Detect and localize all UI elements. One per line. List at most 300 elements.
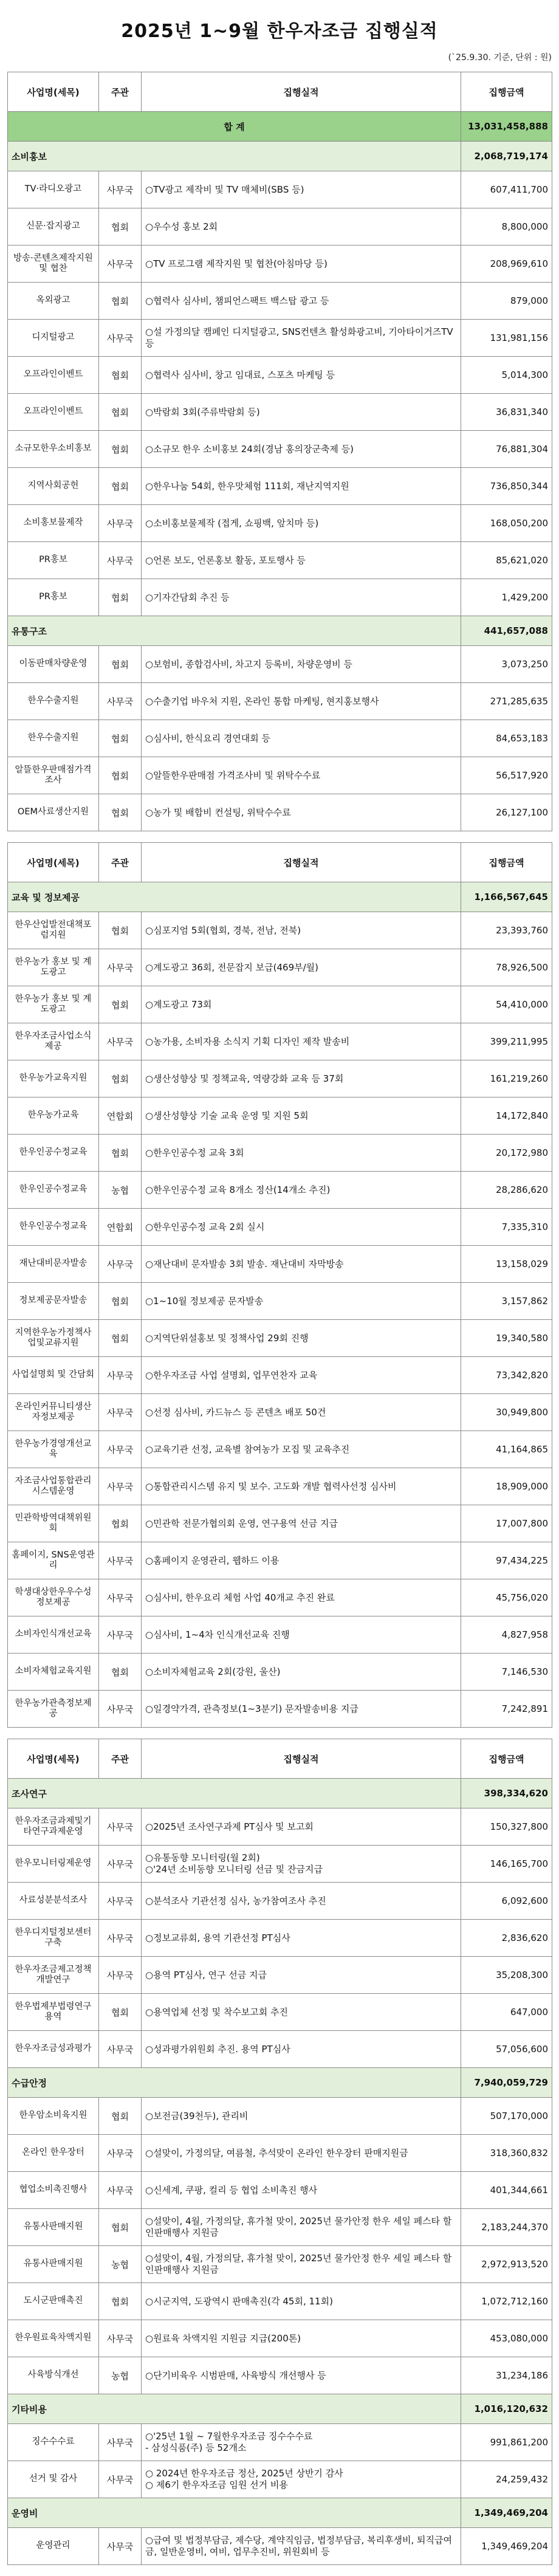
table-row — [8, 542, 552, 579]
item-name: TV·라디오광고 — [8, 171, 99, 208]
item-detail: ○재난대비 문자발송 3회 발송. 재난대비 자막방송 — [142, 1246, 461, 1283]
item-amount: 26,127,100 — [461, 794, 552, 831]
item-name: 한우암소비육지원 — [8, 2098, 99, 2135]
item-org: 사무국 — [99, 1431, 142, 1468]
item-name: 유통사판매지원 — [8, 2209, 99, 2246]
item-detail: ○한우인공수정 교육 8개소 정산(14개소 추진) — [142, 1172, 461, 1209]
category-row-consumer — [8, 142, 552, 171]
item-amount: 399,211,995 — [461, 1023, 552, 1060]
table-row — [8, 2424, 552, 2461]
table-row — [8, 431, 552, 468]
category-row-education — [8, 882, 552, 912]
item-org: 사무국 — [99, 505, 142, 542]
item-name: 협업소비촉진행사 — [8, 2172, 99, 2209]
item-detail: ○설 가정의달 캠페인 디지털광고, SNS컨텐츠 활성화광고비, 기아타이거즈TV 등 — [142, 320, 461, 357]
item-amount: 84,653,183 — [461, 720, 552, 757]
item-detail: ○소규모 한우 소비홍보 24회(경남 홍의장군축제 등) — [142, 431, 461, 468]
item-org: 사무국 — [99, 1023, 142, 1060]
item-org: 사무국 — [99, 2461, 142, 2498]
item-name: 재난대비문자발송 — [8, 1246, 99, 1283]
item-amount: 73,342,820 — [461, 1357, 552, 1394]
item-amount: 7,146,530 — [461, 1654, 552, 1691]
item-detail: ○계도광고 73회 — [142, 986, 461, 1023]
table-row — [8, 2461, 552, 2498]
item-org: 협회 — [99, 757, 142, 794]
supply-rows — [8, 2098, 552, 2394]
item-org: 사무국 — [99, 2172, 142, 2209]
item-amount: 7,242,891 — [461, 1691, 552, 1728]
item-amount: 453,080,000 — [461, 2320, 552, 2357]
item-org: 사무국 — [99, 246, 142, 283]
research-rows — [8, 1808, 552, 2068]
item-name: 한우수출지원 — [8, 683, 99, 720]
category-amount: 1,016,120,632 — [461, 2394, 552, 2424]
item-org: 협회 — [99, 1135, 142, 1172]
item-amount: 24,259,432 — [461, 2461, 552, 2498]
table-row — [8, 394, 552, 431]
item-detail: ○협력사 심사비, 창고 임대료, 스포츠 마케팅 등 — [142, 357, 461, 394]
item-detail: ○민관학 전문가협의회 운영, 연구용역 선금 지급 — [142, 1505, 461, 1542]
item-name: 소비자인식개선교육 — [8, 1616, 99, 1654]
item-name: 한우농가경영개선교육 — [8, 1431, 99, 1468]
item-org: 사무국 — [99, 1691, 142, 1728]
item-org: 사무국 — [99, 1920, 142, 1957]
item-org: 협회 — [99, 2209, 142, 2246]
table-row — [8, 1135, 552, 1172]
item-amount: 54,410,000 — [461, 986, 552, 1023]
item-detail: ○심사비, 1~4차 인식개선교육 진행 — [142, 1616, 461, 1654]
header-amount: 집행금액 — [461, 72, 552, 112]
table-row — [8, 468, 552, 505]
item-amount: 85,621,020 — [461, 542, 552, 579]
item-name: 한우수출지원 — [8, 720, 99, 757]
item-amount: 607,411,700 — [461, 171, 552, 208]
item-name: 정보제공문자발송 — [8, 1283, 99, 1320]
item-name: 소비홍보물제작 — [8, 505, 99, 542]
item-amount: 57,056,600 — [461, 2031, 552, 2068]
item-amount: 1,349,469,204 — [461, 2528, 552, 2565]
item-amount: 3,157,862 — [461, 1283, 552, 1320]
item-detail: ○'25년 1월 ~ 7월한우자조금 징수수수료 - 삼성식품(주) 등 52개소 — [142, 2424, 461, 2461]
table-row — [8, 283, 552, 320]
item-name: 지역사회공헌 — [8, 468, 99, 505]
item-name: 소비자체험교육지원 — [8, 1654, 99, 1691]
item-detail: ○소비홍보물제작 (접게, 쇼핑백, 앞치마 등) — [142, 505, 461, 542]
item-amount: 146,165,700 — [461, 1846, 552, 1883]
item-name: 한우자조금과제및기타연구과제운영 — [8, 1808, 99, 1846]
item-name: 한우인공수정교육 — [8, 1172, 99, 1209]
item-org: 협회 — [99, 794, 142, 831]
execution-table-1 — [7, 72, 552, 831]
item-detail: ○심사비, 한우요리 체험 사업 40개교 추진 완료 — [142, 1579, 461, 1616]
item-detail: ○지역단위설홍보 및 정책사업 29회 진행 — [142, 1320, 461, 1357]
header-detail: 집행실적 — [142, 72, 461, 112]
table-row — [8, 1691, 552, 1728]
item-org: 협회 — [99, 357, 142, 394]
item-detail: ○교육기관 선정, 교육별 참여농가 모집 및 교육추진 — [142, 1431, 461, 1468]
item-amount: 2,972,913,520 — [461, 2246, 552, 2283]
item-name: 오프라인이벤트 — [8, 357, 99, 394]
table-row — [8, 1357, 552, 1394]
item-detail: ○설맞이, 가정의달, 여름철, 추석맞이 온라인 한우장터 판매지원금 — [142, 2135, 461, 2172]
item-org: 협회 — [99, 1654, 142, 1691]
item-org: 협회 — [99, 208, 142, 246]
item-amount: 23,393,760 — [461, 912, 552, 949]
distribution-rows — [8, 646, 552, 831]
item-name: 온라인 한우장터 — [8, 2135, 99, 2172]
item-detail: ○시군지역, 도광역시 판매촉진(각 45회, 11회) — [142, 2283, 461, 2320]
item-name: 소규모한우소비홍보 — [8, 431, 99, 468]
item-name: 사료성분분석조사 — [8, 1883, 99, 1920]
item-amount: 1,429,200 — [461, 579, 552, 616]
item-amount: 14,172,840 — [461, 1097, 552, 1135]
header-org: 주관 — [99, 72, 142, 112]
category-amount: 7,940,059,729 — [461, 2068, 552, 2098]
table-row — [8, 1023, 552, 1060]
table-row — [8, 505, 552, 542]
item-name: 옥외광고 — [8, 283, 99, 320]
item-detail: ○정보교류회, 용역 기관선정 PT심사 — [142, 1920, 461, 1957]
category-amount: 441,657,088 — [461, 616, 552, 646]
item-name: PR홍보 — [8, 542, 99, 579]
item-name: 한우원료육차액지원 — [8, 2320, 99, 2357]
item-detail: ○알뜰한우판매점 가격조사비 및 위탁수수료 — [142, 757, 461, 794]
item-org: 농협 — [99, 2246, 142, 2283]
item-detail: ○보험비, 종합검사비, 차고지 등록비, 차량운영비 등 — [142, 646, 461, 683]
table-row — [8, 1505, 552, 1542]
item-org: 사무국 — [99, 320, 142, 357]
item-name: 한우산업발전대책포럼지원 — [8, 912, 99, 949]
item-amount: 76,881,304 — [461, 431, 552, 468]
item-detail: ○통합관리시스템 유지 및 보수. 고도화 개발 협력사선정 심사비 — [142, 1468, 461, 1505]
item-detail: ○원료육 차액지원 지원금 지급(200톤) — [142, 2320, 461, 2357]
item-amount: 1,072,712,160 — [461, 2283, 552, 2320]
table-row — [8, 1283, 552, 1320]
table-row — [8, 357, 552, 394]
header-detail: 집행실적 — [142, 1739, 461, 1779]
item-name: 디지털광고 — [8, 320, 99, 357]
item-name: 사육방식개선 — [8, 2357, 99, 2394]
item-amount: 3,073,250 — [461, 646, 552, 683]
item-detail: ○농가용, 소비자용 소식지 기획 디자인 제작 발송비 — [142, 1023, 461, 1060]
item-name: 선거 및 감사 — [8, 2461, 99, 2498]
item-amount: 161,219,260 — [461, 1060, 552, 1097]
category-label: 기타비용 — [8, 2394, 461, 2424]
item-amount: 17,007,800 — [461, 1505, 552, 1542]
item-org: 협회 — [99, 468, 142, 505]
item-detail: ○계도광고 36회, 전문잡지 보급(469부/월) — [142, 949, 461, 986]
item-org: 협회 — [99, 720, 142, 757]
item-name: 이동판매차량운영 — [8, 646, 99, 683]
item-org: 협회 — [99, 283, 142, 320]
category-label: 소비홍보 — [8, 142, 461, 171]
item-detail: ○우수성 홍보 2회 — [142, 208, 461, 246]
item-detail: ○설맞이, 4월, 가정의달, 휴가철 맞이, 2025년 물가안정 한우 세일 페스타 할인판매행사 지원금 — [142, 2246, 461, 2283]
item-amount: 97,434,225 — [461, 1542, 552, 1579]
table-header-row — [8, 72, 552, 112]
item-name: 징수수수료 — [8, 2424, 99, 2461]
item-name: 한우인공수정교육 — [8, 1135, 99, 1172]
item-amount: 2,836,620 — [461, 1920, 552, 1957]
category-label: 교육 및 정보제공 — [8, 882, 461, 912]
item-name: 한우자조금사업소식제공 — [8, 1023, 99, 1060]
item-amount: 19,340,580 — [461, 1320, 552, 1357]
item-name: 홈페이지, SNS운영관리 — [8, 1542, 99, 1579]
item-amount: 736,850,344 — [461, 468, 552, 505]
table-row — [8, 246, 552, 283]
item-name: 방송·콘텐츠제작지원 및 협찬 — [8, 246, 99, 283]
header-name: 사업명(세목) — [8, 72, 99, 112]
item-amount: 8,800,000 — [461, 208, 552, 246]
table-row — [8, 208, 552, 246]
education-rows — [8, 912, 552, 1728]
item-amount: 879,000 — [461, 283, 552, 320]
item-name: 한우농가교육지원 — [8, 1060, 99, 1097]
item-org: 사무국 — [99, 542, 142, 579]
item-name: OEM사료생산지원 — [8, 794, 99, 831]
table-row — [8, 1994, 552, 2031]
table-row — [8, 986, 552, 1023]
item-name: 지역한우농가정책사업및교류지원 — [8, 1320, 99, 1357]
item-amount: 647,000 — [461, 1994, 552, 2031]
item-amount: 401,344,661 — [461, 2172, 552, 2209]
item-name: 한우자조금성과평가 — [8, 2031, 99, 2068]
table-row — [8, 1542, 552, 1579]
table-row — [8, 1920, 552, 1957]
item-name: 유통사판매지원 — [8, 2246, 99, 2283]
item-org: 사무국 — [99, 1542, 142, 1579]
table-row — [8, 2209, 552, 2246]
item-amount: 2,183,244,370 — [461, 2209, 552, 2246]
table-row — [8, 1320, 552, 1357]
item-org: 협회 — [99, 394, 142, 431]
table-row — [8, 646, 552, 683]
table-row — [8, 912, 552, 949]
item-name: 운영관리 — [8, 2528, 99, 2565]
item-detail: ○신세계, 쿠팡, 컬리 등 협업 소비촉진 행사 — [142, 2172, 461, 2209]
item-org: 사무국 — [99, 1846, 142, 1883]
item-name: 사업설명회 및 간담회 — [8, 1357, 99, 1394]
item-detail: ○수출기업 바우처 지원, 온라인 통합 마케팅, 현지홍보행사 — [142, 683, 461, 720]
table-row — [8, 2357, 552, 2394]
category-row-supply — [8, 2068, 552, 2098]
item-detail: ○유통동향 모니터링(월 2회) ○'24년 소비동향 모니터링 선금 및 잔금지급 — [142, 1846, 461, 1883]
table-row — [8, 1616, 552, 1654]
category-amount: 398,334,620 — [461, 1779, 552, 1808]
item-name: 한우농가교육 — [8, 1097, 99, 1135]
category-label: 조사연구 — [8, 1779, 461, 1808]
item-amount: 35,208,300 — [461, 1957, 552, 1994]
item-org: 협회 — [99, 646, 142, 683]
item-amount: 6,092,600 — [461, 1883, 552, 1920]
category-label: 유통구조 — [8, 616, 461, 646]
header-name: 사업명(세목) — [8, 1739, 99, 1779]
item-detail: ○설맞이, 4월, 가정의달, 휴가철 맞이, 2025년 물가안정 한우 세일 페스타 할인판매행사 지원금 — [142, 2209, 461, 2246]
item-name: 알뜰한우판매점가격조사 — [8, 757, 99, 794]
item-detail: ○협력사 심사비, 챔피언스팩트 백스탑 광고 등 — [142, 283, 461, 320]
unit-note: (`25.9.30. 기준, 단위 : 원) — [448, 53, 552, 63]
item-detail: ○기자간담회 추진 등 — [142, 579, 461, 616]
item-name: 한우농가관측정보제공 — [8, 1691, 99, 1728]
item-org: 협회 — [99, 1060, 142, 1097]
table-row — [8, 1394, 552, 1431]
table-row — [8, 579, 552, 616]
table-row — [8, 1209, 552, 1246]
item-org: 사무국 — [99, 2424, 142, 2461]
item-org: 사무국 — [99, 2135, 142, 2172]
item-amount: 31,234,186 — [461, 2357, 552, 2394]
item-detail: ○용역 PT심사, 연구 선금 지급 — [142, 1957, 461, 1994]
operation-rows — [8, 2528, 552, 2565]
item-name: PR홍보 — [8, 579, 99, 616]
item-org: 사무국 — [99, 2320, 142, 2357]
table-row — [8, 1654, 552, 1691]
table-row — [8, 2320, 552, 2357]
table-row — [8, 1172, 552, 1209]
item-name: 한우모니터링제운영 — [8, 1846, 99, 1883]
item-amount: 36,831,340 — [461, 394, 552, 431]
item-org: 사무국 — [99, 1616, 142, 1654]
header-name: 사업명(세목) — [8, 843, 99, 882]
item-detail: ○생산성향상 기술 교육 운영 및 지원 5회 — [142, 1097, 461, 1135]
item-amount: 131,981,156 — [461, 320, 552, 357]
item-amount: 168,050,200 — [461, 505, 552, 542]
item-detail: ○한우자조금 사업 설명회, 업무연찬자 교육 — [142, 1357, 461, 1394]
table-header-row — [8, 843, 552, 882]
item-org: 협회 — [99, 2098, 142, 2135]
page-title: 2025년 1~9월 한우자조금 집행실적 — [121, 21, 438, 42]
item-amount: 318,360,832 — [461, 2135, 552, 2172]
item-detail: ○1~10월 정보제공 문자발송 — [142, 1283, 461, 1320]
item-org: 협회 — [99, 2283, 142, 2320]
item-org: 사무국 — [99, 1246, 142, 1283]
item-detail: ○언론 보도, 언론홍보 활동, 포토행사 등 — [142, 542, 461, 579]
table-row — [8, 2172, 552, 2209]
table-row — [8, 1957, 552, 1994]
item-org: 사무국 — [99, 1957, 142, 1994]
table-row — [8, 794, 552, 831]
item-name: 한우디지털정보센터구축 — [8, 1920, 99, 1957]
item-amount: 20,172,980 — [461, 1135, 552, 1172]
table-row — [8, 1097, 552, 1135]
item-name: 학생대상한우우수성정보제공 — [8, 1579, 99, 1616]
item-org: 사무국 — [99, 2031, 142, 2068]
table-row — [8, 1246, 552, 1283]
category-row-research — [8, 1779, 552, 1808]
category-label: 수급안정 — [8, 2068, 461, 2098]
table-row — [8, 1060, 552, 1097]
table-row — [8, 2528, 552, 2565]
item-org: 협회 — [99, 1283, 142, 1320]
item-detail: ○분석조사 기관선정 심사, 농가참여조사 추진 — [142, 1883, 461, 1920]
item-org: 사무국 — [99, 1808, 142, 1846]
table-row — [8, 683, 552, 720]
category-label: 운영비 — [8, 2498, 461, 2528]
table-row — [8, 320, 552, 357]
header-org: 주관 — [99, 843, 142, 882]
item-name: 자조금사업통합관리시스템운영 — [8, 1468, 99, 1505]
grand-total-amount: 13,031,458,888 — [461, 112, 552, 142]
header-org: 주관 — [99, 1739, 142, 1779]
item-detail: ○한우인공수정 교육 2회 실시 — [142, 1209, 461, 1246]
item-name: 한우농가 홍보 및 계도광고 — [8, 986, 99, 1023]
item-amount: 45,756,020 — [461, 1579, 552, 1616]
item-org: 사무국 — [99, 171, 142, 208]
item-amount: 271,285,635 — [461, 683, 552, 720]
item-org: 협회 — [99, 986, 142, 1023]
item-detail: ○홈페이지 운영관리, 웹하드 이용 — [142, 1542, 461, 1579]
item-org: 협회 — [99, 431, 142, 468]
table-row — [8, 2031, 552, 2068]
item-name: 민관학방역대책위원회 — [8, 1505, 99, 1542]
header-detail: 집행실적 — [142, 843, 461, 882]
table-row — [8, 1846, 552, 1883]
item-name: 한우인공수정교육 — [8, 1209, 99, 1246]
item-name: 한우자조금제고정책개발연구 — [8, 1957, 99, 1994]
item-amount: 208,969,610 — [461, 246, 552, 283]
category-amount: 2,068,719,174 — [461, 142, 552, 171]
item-detail: ○성과평가위원회 추진. 용역 PT심사 — [142, 2031, 461, 2068]
item-org: 협회 — [99, 1320, 142, 1357]
item-amount: 507,170,000 — [461, 2098, 552, 2135]
item-name: 온라인커뮤니티생산자정보제공 — [8, 1394, 99, 1431]
item-amount: 78,926,500 — [461, 949, 552, 986]
item-detail: ○선정 심사비, 카드뉴스 등 콘텐츠 배포 50건 — [142, 1394, 461, 1431]
item-amount: 41,164,865 — [461, 1431, 552, 1468]
grand-total-label: 합 계 — [8, 112, 461, 142]
table-row — [8, 1431, 552, 1468]
table-row — [8, 757, 552, 794]
item-detail: ○일경약가격, 관측정보(1~3분기) 문자발송비용 지급 — [142, 1691, 461, 1728]
item-amount: 56,517,920 — [461, 757, 552, 794]
table-row — [8, 2283, 552, 2320]
item-name: 한우농가 홍보 및 계도광고 — [8, 949, 99, 986]
item-amount: 13,158,029 — [461, 1246, 552, 1283]
other-rows — [8, 2424, 552, 2498]
table-row — [8, 2135, 552, 2172]
execution-table-3 — [7, 1739, 552, 2565]
item-detail: ○보전금(39천두), 관리비 — [142, 2098, 461, 2135]
item-detail: ○소비자체험교육 2회(강원, 울산) — [142, 1654, 461, 1691]
item-org: 사무국 — [99, 949, 142, 986]
item-detail: ○심사비, 한식요리 경연대회 등 — [142, 720, 461, 757]
header-amount: 집행금액 — [461, 1739, 552, 1779]
table-row — [8, 2246, 552, 2283]
item-detail: ○한우인공수정 교육 3회 — [142, 1135, 461, 1172]
item-org: 연합회 — [99, 1209, 142, 1246]
item-detail: ○단기비육우 시범판매, 사육방식 개선행사 등 — [142, 2357, 461, 2394]
item-org: 사무국 — [99, 2528, 142, 2565]
category-amount: 1,349,469,204 — [461, 2498, 552, 2528]
item-org: 협회 — [99, 579, 142, 616]
item-amount: 5,014,300 — [461, 357, 552, 394]
item-org: 협회 — [99, 1505, 142, 1542]
item-detail: ○박람회 3회(주류박람회 등) — [142, 394, 461, 431]
table-row — [8, 1808, 552, 1846]
table-row — [8, 949, 552, 986]
item-amount: 18,909,000 — [461, 1468, 552, 1505]
item-org: 사무국 — [99, 1579, 142, 1616]
item-detail: ○농가 및 배합비 컨설팅, 위탁수수료 — [142, 794, 461, 831]
item-name: 도시군판매촉진 — [8, 2283, 99, 2320]
table-row — [8, 1579, 552, 1616]
item-detail: ○TV광고 제작비 및 TV 매체비(SBS 등) — [142, 171, 461, 208]
item-org: 농협 — [99, 1172, 142, 1209]
item-amount: 4,827,958 — [461, 1616, 552, 1654]
table-row — [8, 2098, 552, 2135]
item-org: 사무국 — [99, 1468, 142, 1505]
item-name: 신문·잡지광고 — [8, 208, 99, 246]
